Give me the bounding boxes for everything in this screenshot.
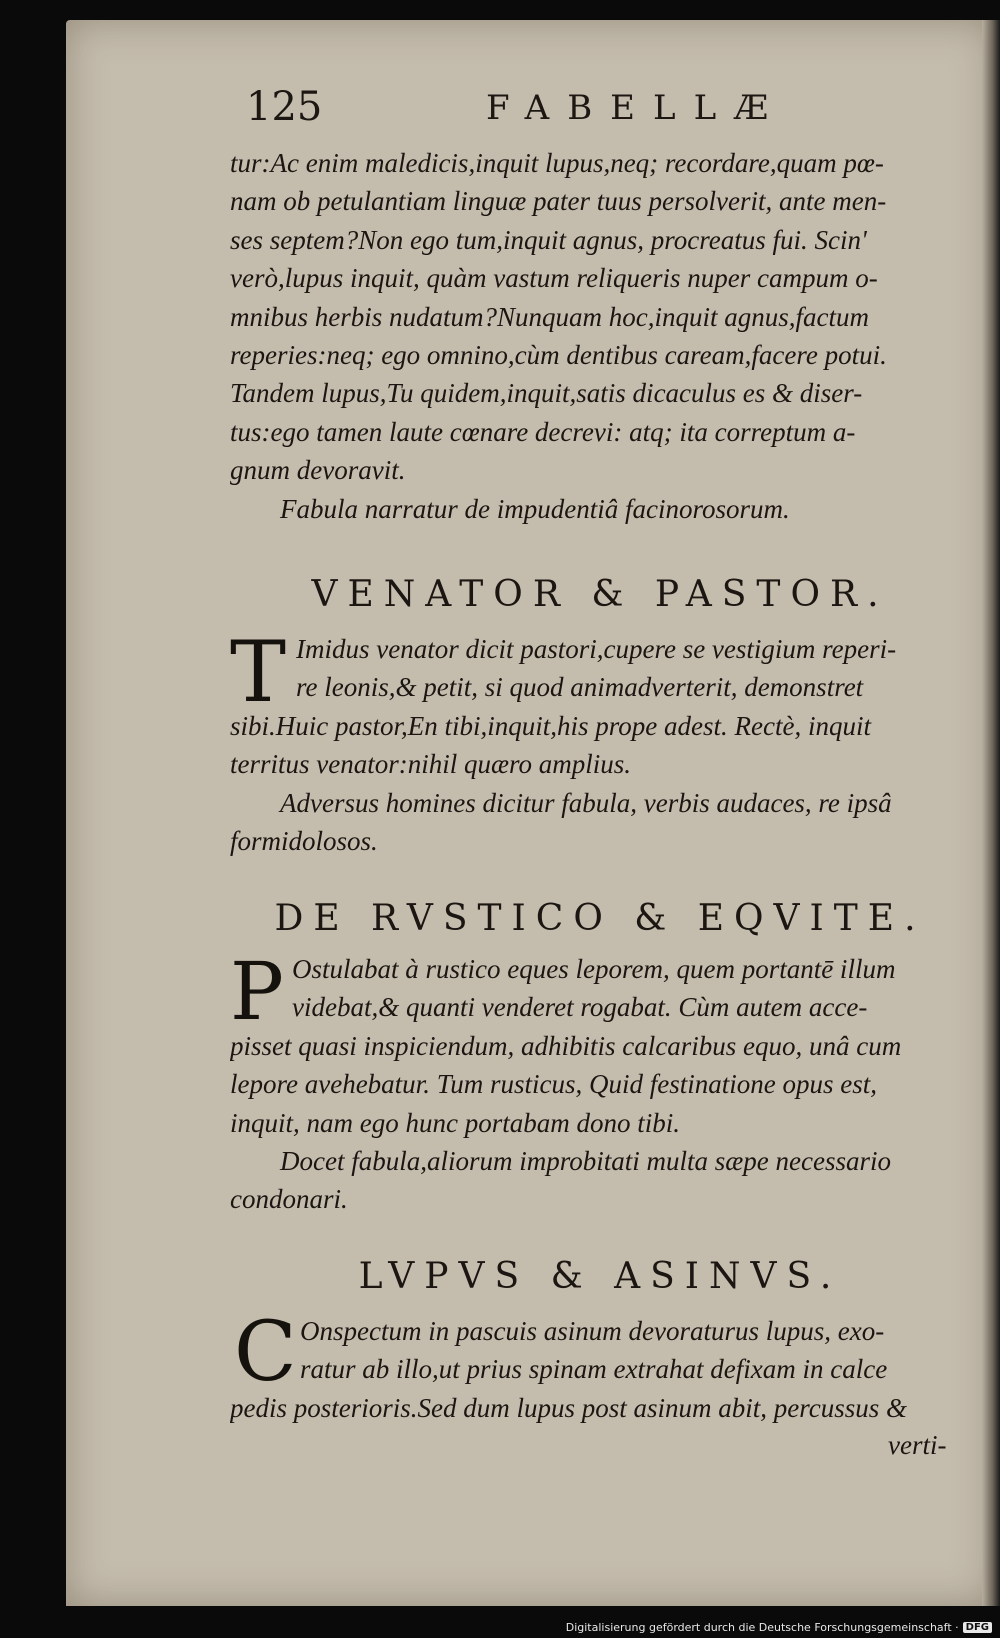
drop-cap: T bbox=[230, 623, 287, 721]
page-header bbox=[246, 84, 946, 144]
fable-body-rustico bbox=[230, 945, 970, 1219]
text-line: lepore avehebatur. Tum rusticus, Quid festinatione opus est, bbox=[230, 1069, 877, 1100]
text-line: nam ob petulantiam linguæ pater tuus persolverit, ante men- bbox=[230, 186, 887, 217]
text-line: verò,lupus inquit, quàm vastum reliqueris nuper campum o- bbox=[230, 263, 878, 294]
running-title: FABELLÆ bbox=[486, 88, 787, 128]
fable-moral: Docet fabula,aliorum improbitati multa sæpe necessario bbox=[280, 1146, 891, 1177]
text-line: Onspectum in pascuis asinum devoraturus lupus, exo- bbox=[300, 1316, 885, 1346]
fable-continuation bbox=[230, 144, 970, 528]
text-line: ratur ab illo,ut prius spinam extrahat defixam in calce bbox=[300, 1354, 888, 1385]
fable-title-venator: VENATOR & PASTOR. bbox=[311, 574, 889, 615]
text-line: tus:ego tamen laute cœnare decrevi: atq; ita correptum a- bbox=[230, 416, 856, 447]
text-line: gnum devoravit. bbox=[230, 455, 406, 486]
fable-title-lupus-asinus: LVPVS & ASINVS. bbox=[358, 1256, 842, 1297]
footer bbox=[566, 1621, 992, 1634]
text-line: Tandem lupus,Tu quidem,inquit,satis dicaculus es & diser- bbox=[230, 378, 863, 409]
text-line: Imidus venator dicit pastori,cupere se vestigium reperi- bbox=[296, 634, 897, 664]
book-spine bbox=[982, 20, 1000, 1606]
fable-title-rustico: DE RVSTICO & EQVITE. bbox=[274, 898, 926, 939]
drop-cap: C bbox=[234, 1305, 297, 1400]
text-line: Ostulabat à rustico eques leporem, quem portantē illum bbox=[292, 954, 896, 984]
text-line: pedis posterioris.Sed dum lupus post asinum abit, percussus & bbox=[230, 1392, 908, 1423]
text-line: videbat,& quanti venderet rogabat. Cùm autem acce- bbox=[292, 992, 868, 1023]
fable-moral: Adversus homines dicitur fabula, verbis audaces, re ipsâ bbox=[280, 787, 892, 818]
fable-body-venator bbox=[230, 623, 970, 860]
catchword: verti- bbox=[888, 1430, 947, 1460]
fable-body-lupus-asinus bbox=[230, 1305, 970, 1427]
text-line: ses septem?Non ego tum,inquit agnus, procreatus fui. Scin' bbox=[230, 224, 867, 255]
fable-moral: Fabula narratur de impudentiâ facinorosorum. bbox=[280, 493, 790, 524]
text-line: reperies:neq; ego omnino,cùm dentibus caream,facere potui. bbox=[230, 340, 887, 371]
text-line: pisset quasi inspiciendum, adhibitis calcaribus equo, unâ cum bbox=[230, 1030, 902, 1061]
dfg-logo: DFG bbox=[963, 1622, 992, 1633]
drop-cap: P bbox=[230, 945, 284, 1038]
footer-credit: Digitalisierung gefördert durch die Deutsche Forschungsgemeinschaft · bbox=[565, 1621, 959, 1634]
text-line: territus venator:nihil quæro amplius. bbox=[230, 749, 632, 780]
text-line: inquit, nam ego hunc portabam dono tibi. bbox=[230, 1107, 680, 1138]
text-line: condonari. bbox=[230, 1184, 348, 1215]
page-number: 125 bbox=[246, 84, 323, 130]
text-line: tur:Ac enim maledicis,inquit lupus,neq; recordare,quam pœ- bbox=[230, 148, 884, 178]
text-line: formidolosos. bbox=[230, 826, 378, 857]
text-line: mnibus herbis nudatum?Nunquam hoc,inquit agnus,factum bbox=[230, 301, 869, 332]
text-line: re leonis,& petit, si quod animadverterit, demonstret bbox=[296, 672, 864, 703]
text-line: sibi.Huic pastor,En tibi,inquit,his prope adest. Rectè, inquit bbox=[230, 710, 871, 741]
